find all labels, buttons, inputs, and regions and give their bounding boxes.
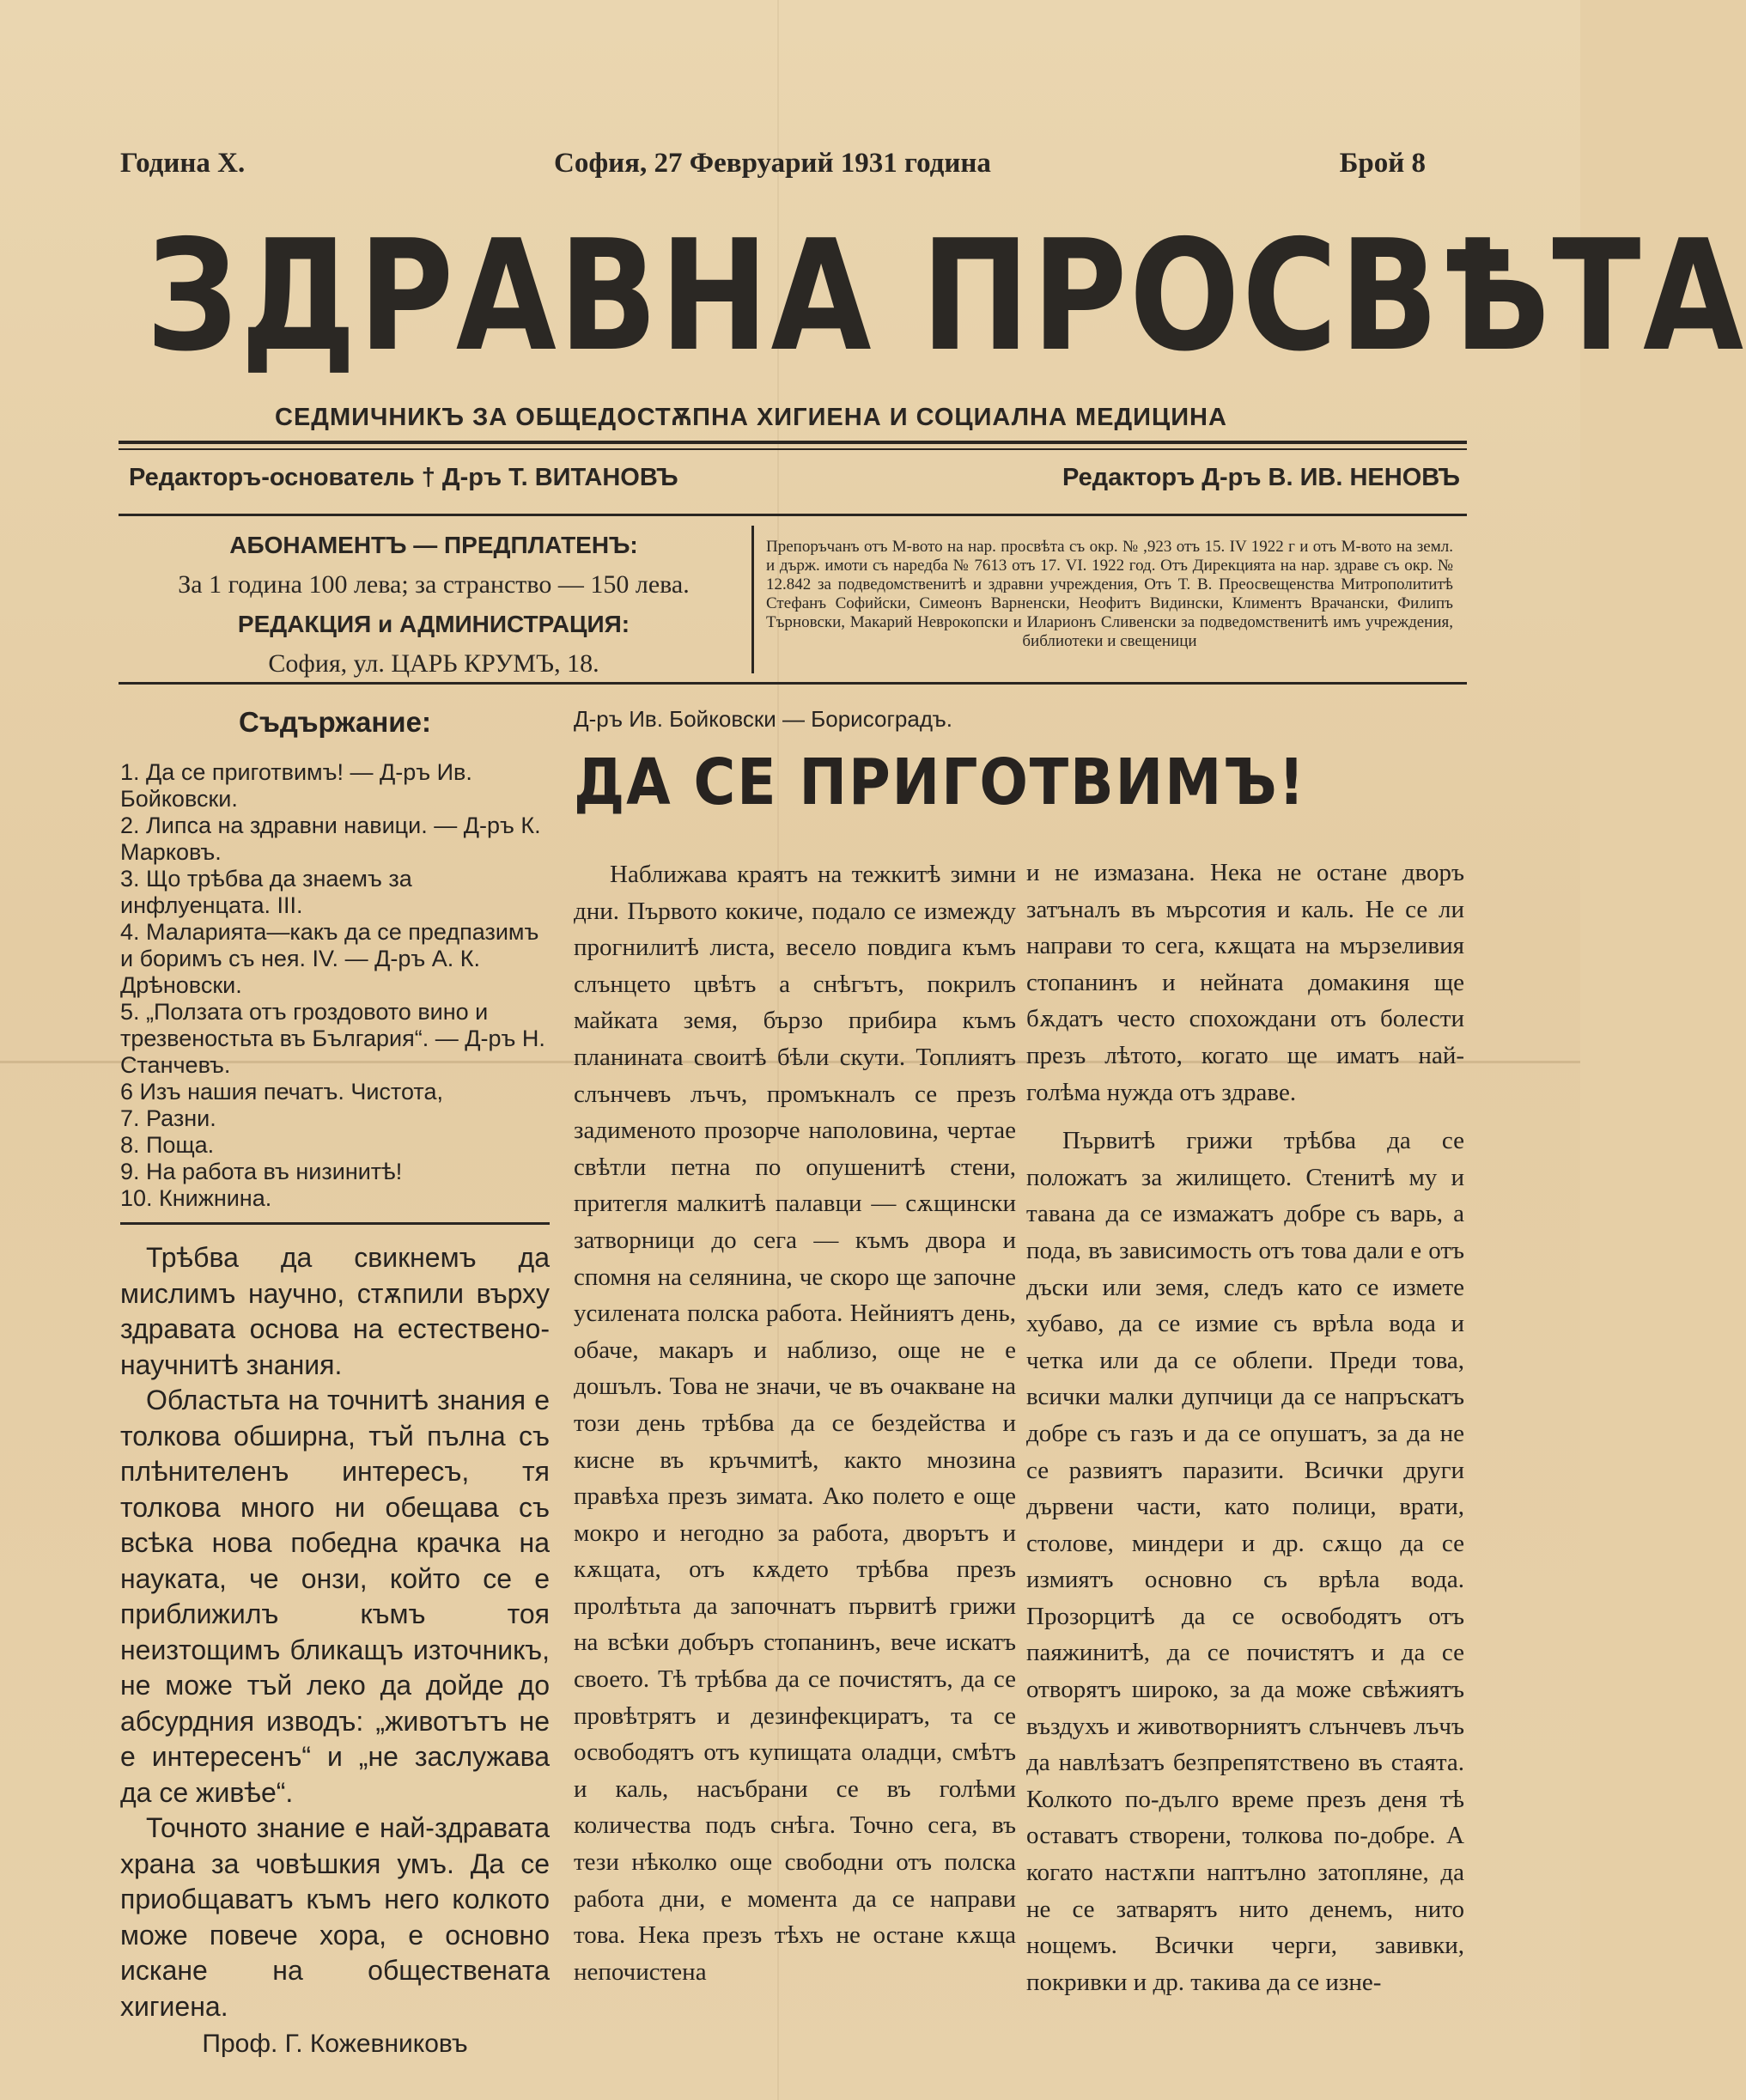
- lead-paragraph: Точното знание е най-здравата храна за човѣшкия умъ. Да се приобщаватъ къмъ него колкото може повече хора, е основно искане на обществената хигиена.: [120, 1812, 550, 2022]
- article-column-2: [1026, 855, 1464, 2012]
- lead-text: [120, 1240, 550, 2024]
- divider: [119, 448, 1467, 450]
- approval-notice: Препоръчанъ отъ М-вото на нар. просвѣта съ окр. № ,923 отъ 15. IV 1922 г и отъ М-вото на земл. и държ. имоти съ наредба № 7613 отъ 17. VI. 1922 год. Отъ Дирекцията на нар. здраве съ окр. № 12.842 за подведомственитѣ и здравни учреждения, Отъ Т. В. Преосвещенства Митрополититѣ Стефанъ Софийски, Симеонъ Варненски, Неофитъ Видински, Климентъ Врачански, Филипъ Търновски, Макарий Неврокопски и Иларионъ Сливенски за подведомственитѣ имъ учреждения, библиотеки и свещеници: [766, 538, 1453, 650]
- article-byline: Д-ръ Ив. Бойковски — Борисоградъ.: [574, 706, 952, 732]
- left-column: [120, 706, 550, 2059]
- subscription-box: [120, 526, 747, 684]
- article-paragraph: Първитѣ грижи трѣбва да се положатъ за жилището. Стенитѣ му и тавана да се измажатъ добре съ варь, а пода, въ зависимость отъ това дали е отъ дъски или земя, следъ като се измете хубаво, да се измие съ врѣла вода и четка или да се облепи. Преди това, всички малки дупчици да се напръскатъ добре съ газъ и да се опушатъ, за да не се развиятъ паразити. Всички други дървени части, като полици, врати, столове, миндери и др. сѫщо да се измиятъ основно съ врѣла вода. Прозорцитѣ да се освободятъ отъ паяжинитѣ, да се почистятъ и да се отворятъ широко, за да може свѣжиятъ въздухъ и животворниятъ слънчевъ лъчъ да навлѣзатъ безпрепятствено въ стаята. Колкото по-дълго време презъ деня тѣ оставатъ створени, толкова по-добре. А когато настѫпи наптълно затопляне, да не се затварятъ нито денемъ, нито нощемъ. Всички черги, завивки, покривки и др. такива да се изне-: [1026, 1127, 1464, 1996]
- article-body: [574, 856, 1016, 1990]
- issue-date: София, 27 Февруарий 1931 година: [554, 148, 991, 179]
- contents-item: 2. Липса на здравни навици. — Д-ръ К. Марковъ.: [120, 813, 541, 865]
- contents-item: 6 Изъ нашия печатъ. Чистота,: [120, 1079, 443, 1105]
- article-paragraph: и не измазана. Нека не остане дворъ затъналъ въ мърсотия и каль. Не се ли направи то сега, кѫщата на мързеливия стопанинъ и нейната домакиня ще бѫдатъ често спохождани отъ болести презъ лѣтото, когато ще иматъ най-голѣма нужда отъ здраве.: [1026, 859, 1464, 1106]
- article-title: ДА СЕ ПРИГОТВИМЪ!: [574, 746, 1306, 819]
- divider: [120, 1222, 550, 1225]
- year-label: Година X.: [120, 148, 246, 179]
- divider: [119, 441, 1467, 444]
- contents-item: 5. „Ползата отъ гроздовото вино и трезвеностьта въ България“. — Д-ръ Н. Станчевъ.: [120, 999, 545, 1078]
- contents-item: 8. Поща.: [120, 1132, 215, 1158]
- issue-number: Брой 8: [1339, 148, 1426, 179]
- article-body: [1026, 855, 1464, 2000]
- contents-item: 10. Книжнина.: [120, 1185, 272, 1211]
- office-address: София, ул. ЦАРЬ КРУМЪ, 18.: [268, 649, 599, 678]
- founding-editor: Редакторъ-основатель † Д-ръ Т. ВИТАНОВЪ: [129, 464, 678, 491]
- contents-item: 4. Маларията—какъ да се предпазимъ и боримъ съ нея. IV. — Д-ръ А. К. Дрѣновски.: [120, 919, 539, 998]
- lead-signature: Проф. Г. Кожевниковъ: [202, 2030, 468, 2058]
- vertical-divider: [751, 526, 754, 673]
- editor: Редакторъ Д-ръ В. ИВ. НЕНОВЪ: [1062, 464, 1460, 491]
- newspaper-subtitle: СЕДМИЧНИКЪ ЗА ОБЩЕДОСТѪПНА ХИГИЕНА И СОЦИАЛНА МЕДИЦИНА: [275, 404, 1227, 431]
- contents-list: [120, 759, 550, 1212]
- subscription-prices: За 1 година 100 лева; за странство — 150 лева.: [178, 570, 690, 599]
- lead-paragraph: Трѣбва да свикнемъ да мислимъ научно, стѫпили върху здравата основа на естествено-научнитѣ знания.: [120, 1242, 550, 1380]
- contents-item: 1. Да се приготвимъ! — Д-ръ Ив. Бойковски.: [120, 759, 472, 812]
- dateline: [120, 148, 1426, 191]
- editors-line: [129, 464, 1460, 498]
- article-paragraph: Наближава краятъ на тежкитѣ зимни дни. Първото кокиче, подало се измежду прогнилитѣ листа, весело повдига къмъ слънцето цвѣтъ а снѣгътъ, покрилъ майката земя, бързо прибира къмъ планината своитѣ бѣли скути. Топлиятъ слънчевъ лъчъ, промъкналъ се презъ задименото прозорче наполовина, чертае свѣтли петна по опушенитѣ стени, притегля малкитѣ палавци — сѫщински затворници до сега — къмъ двора и спомня на селянина, че скоро ще започне усилената полска работа. Нейниятъ день, обаче, макаръ и наблизо, още не е дошълъ. Това не значи, че въ очакване на този день трѣбва да се бездейства и кисне въ кръчмитѣ, както мнозина правѣха презъ зимата. Ако полето е още мокро и негодно за работа, дворътъ и кѫщата, отъ кѫдето трѣбва презъ пролѣтьта да започнатъ първитѣ грижи на всѣки добъръ стопанинъ, вече искатъ своето. Тѣ трѣбва да се почистятъ, да се провѣтрятъ и дезинфекциратъ, та се освободятъ отъ купищата оладци, смѣтъ и каль, насъбрани се въ голѣми количества подъ снѣга. Точно сега, въ тези нѣколко още свободни отъ полска работа дни, е момента да се направи това. Нека презъ тѣхъ не остане кѫща непочистена: [574, 861, 1016, 1986]
- contents-item: 9. На работа въ низинитѣ!: [120, 1159, 403, 1184]
- office-heading: РЕДАКЦИЯ и АДМИНИСТРАЦИЯ:: [237, 611, 630, 637]
- divider: [119, 682, 1467, 685]
- lead-paragraph: Областьта на точнитѣ знания е толкова обширна, тъй пълна съ плѣнителенъ интересъ, тя толкова много ни обещава съ всѣка нова победна крачка на науката, че онзи, който се е приближилъ къмъ тоя неизтощимъ бликащъ източникъ, не може тъй леко да дойде до абсурдния изводъ: „животътъ не е интересенъ“ и „не заслужава да се живѣе“.: [120, 1385, 550, 1808]
- newspaper-title: ЗДРАВНА ПРОСВѢТА: [146, 207, 1746, 385]
- contents-title: Съдържание:: [239, 706, 431, 738]
- contents-item: 7. Разни.: [120, 1105, 216, 1131]
- contents-item: 3. Що трѣбва да знаемъ за инфлуенцата. III.: [120, 866, 412, 918]
- divider: [119, 514, 1467, 516]
- subscription-heading: АБОНАМЕНТЪ — ПРЕДПЛАТЕНЪ:: [229, 532, 638, 558]
